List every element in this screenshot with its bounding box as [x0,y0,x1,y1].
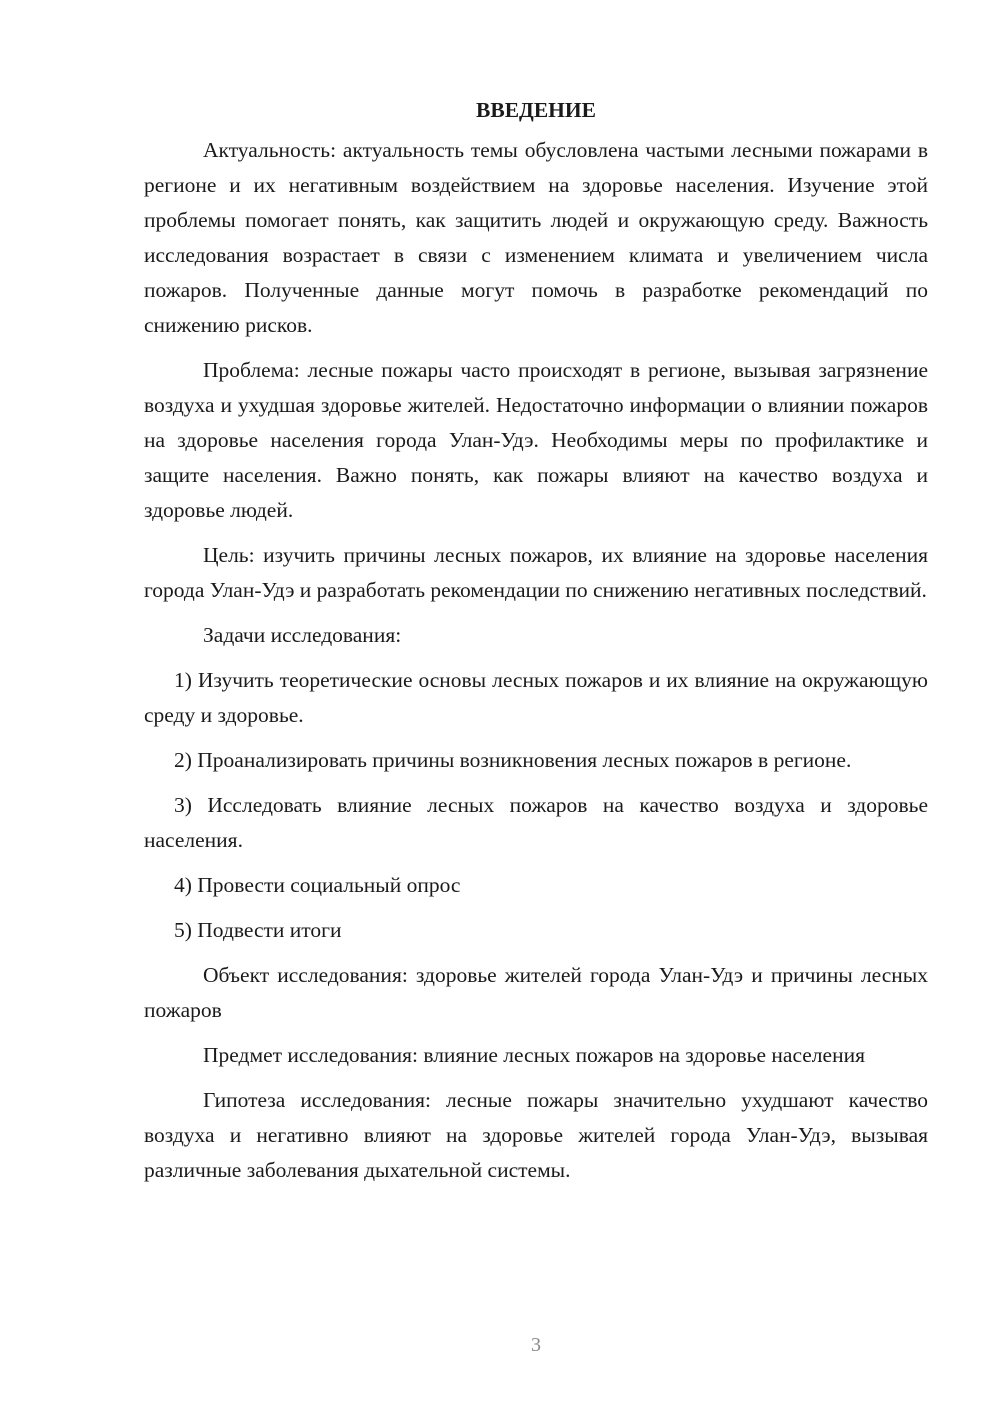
hypothesis-paragraph: Гипотеза исследования: лесные пожары значительно ухудшают качество воздуха и негативно влияют на здоровье жителей города Улан-Удэ, вызывая различные заболевания дыхательной системы. [144,1088,928,1182]
task-item-2: 2) Проанализировать причины возникновения лесных пожаров в регионе. [174,748,852,772]
task-item-1: 1) Изучить теоретические основы лесных пожаров и их влияние на окружающую среду и здоровье. [144,668,928,727]
page-number: 3 [531,1334,541,1356]
object-paragraph: Объект исследования: здоровье жителей города Улан-Удэ и причины лесных пожаров [144,963,928,1022]
task-item-5: 5) Подвести итоги [174,918,342,942]
task-item-4: 4) Провести социальный опрос [174,873,461,897]
document-body [144,93,928,1198]
page-title: ВВЕДЕНИЕ [476,98,596,122]
problem-paragraph: Проблема: лесные пожары часто происходят в регионе, вызывая загрязнение воздуха и ухудшая здоровье жителей. Недостаточно информации о влиянии пожаров на здоровье населения города Улан-Удэ. Необходимы меры по профилактике и защите населения. Важно понять, как пожары влияют на качество воздуха и здоровье людей. [144,358,928,522]
goal-paragraph: Цель: изучить причины лесных пожаров, их влияние на здоровье населения города Улан-Удэ и разработать рекомендации по снижению негативных последствий. [144,543,928,602]
tasks-title: Задачи исследования: [203,623,402,647]
relevance-paragraph: Актуальность: актуальность темы обусловлена частыми лесными пожарами в регионе и их негативным воздействием на здоровье населения. Изучение этой проблемы помогает понять, как защитить людей и окружающую среду. Важность исследования возрастает в связи с изменением климата и увеличением числа пожаров. Полученные данные могут помочь в разработке рекомендаций по снижению рисков. [144,138,928,337]
subject-paragraph: Предмет исследования: влияние лесных пожаров на здоровье населения [203,1043,865,1067]
task-item-3: 3) Исследовать влияние лесных пожаров на качество воздуха и здоровье населения. [144,793,928,852]
